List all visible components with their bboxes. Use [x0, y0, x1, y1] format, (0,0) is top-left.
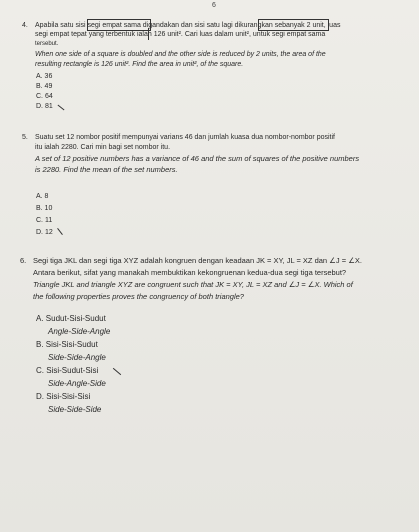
- question-5-id-line: itu ialah 2280. Cari min bagi set nombor itu.: [35, 144, 171, 151]
- pen-tick-mark: [113, 368, 121, 375]
- question-5-option-c[interactable]: C. 11: [36, 217, 53, 224]
- question-6-id-line: Antara berikut, sifat yang manakah membuktikan kekongruenan kedua-dua segi tiga tersebut?: [33, 268, 347, 277]
- page-number: 6: [212, 2, 216, 9]
- question-5-option-b[interactable]: B. 10: [36, 205, 53, 212]
- question-6-number: 6.: [20, 256, 27, 265]
- question-4-id-line: Apabila satu sisi segi empat sama digandakan dan sisi satu lagi dikurangkan sebanyak 2 unit, luas: [35, 22, 341, 29]
- question-5-en-line: A set of 12 positive numbers has a variance of 46 and the sum of squares of the positive numbers: [35, 154, 360, 163]
- question-5-option-a[interactable]: A. 8: [36, 193, 49, 200]
- question-6-en-line: Triangle JKL and triangle XYZ are congruent such that JK = XY, JL = XZ and ∠J = ∠X. Which of: [33, 280, 353, 289]
- question-5-number: 5.: [22, 134, 28, 141]
- question-5-en-line: is 2280. Find the mean of the set numbers.: [35, 165, 178, 174]
- question-6-option-c[interactable]: C. Sisi-Sudut-Sisi: [36, 366, 99, 375]
- question-4-en-line: resulting rectangle is 126 unit². Find the area in unit², of the square.: [35, 61, 244, 68]
- question-5-id-line: Suatu set 12 nombor positif mempunyai varians 46 dan jumlah kuasa dua nombor-nombor positif: [35, 134, 335, 141]
- question-6-option-b-en: Side-Side-Angle: [48, 353, 106, 362]
- question-6-option-b[interactable]: B. Sisi-Sisi-Sudut: [36, 340, 98, 349]
- question-4-number: 4.: [22, 22, 28, 29]
- pen-line-mark: [148, 28, 149, 40]
- pen-box-mark: [87, 19, 151, 31]
- question-6-option-a-en: Angle-Side-Angle: [48, 327, 111, 336]
- question-6-option-d[interactable]: D. Sisi-Sisi-Sisi: [36, 392, 91, 401]
- question-4-id-line: segi empat tepat yang terbentuk ialah 126 unit². Cari luas dalam unit², untuk segi empat sama: [35, 31, 326, 38]
- question-4-option-c[interactable]: C. 64: [36, 93, 53, 100]
- question-6-en-line: the following properties proves the congruency of both triangle?: [33, 292, 244, 301]
- pen-tick-mark: [57, 228, 63, 235]
- question-4-option-a[interactable]: A. 36: [36, 73, 53, 80]
- question-6-option-d-en: Side-Side-Side: [48, 405, 102, 414]
- question-6-option-a[interactable]: A. Sudut-Sisi-Sudut: [36, 314, 106, 323]
- pen-tick-mark: [58, 105, 65, 111]
- question-4-en-line: When one side of a square is doubled and the other side is reduced by 2 units, the area of the: [35, 51, 326, 58]
- question-5-option-d[interactable]: D. 12: [36, 229, 53, 236]
- question-4-option-d[interactable]: D. 81: [36, 103, 53, 110]
- question-4-id-line: tersebut.: [35, 41, 59, 47]
- question-6-id-line: Segi tiga JKL dan segi tiga XYZ adalah kongruen dengan keadaan JK = XY, JL = XZ dan ∠J = ∠X.: [33, 256, 363, 265]
- question-4-option-b[interactable]: B. 49: [36, 83, 53, 90]
- pen-box-mark: [258, 19, 329, 31]
- question-6-option-c-en: Side-Angle-Side: [48, 379, 106, 388]
